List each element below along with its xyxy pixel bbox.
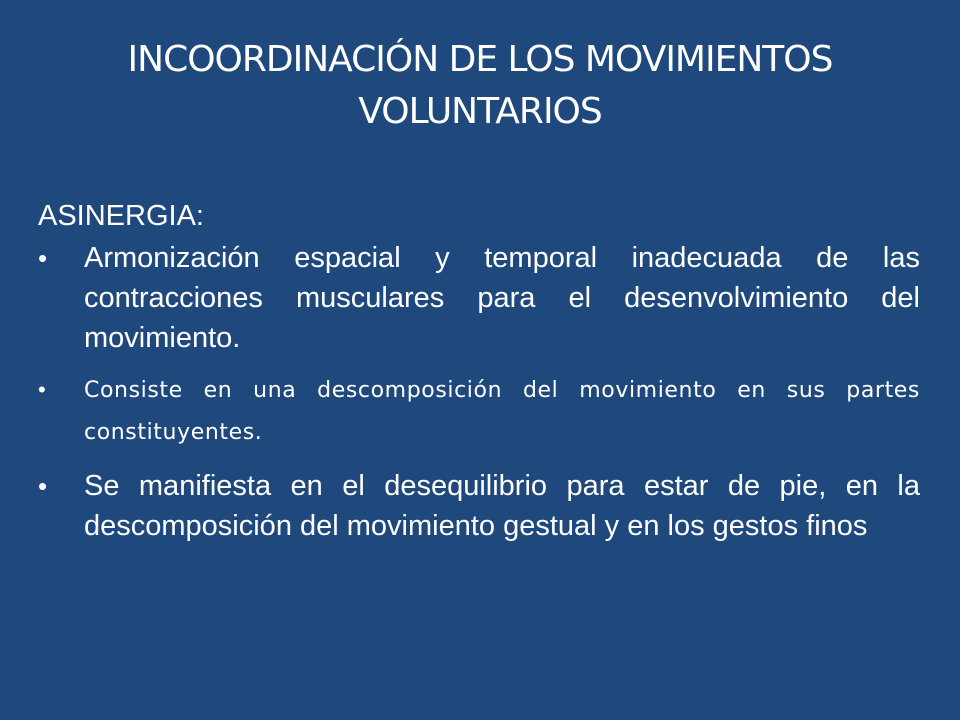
slide-body: [38, 196, 920, 558]
slide-title: [48, 34, 912, 138]
bullet-text: Armonización espacial y temporal inadecuada de las contracciones musculares para el desenvolvimiento del movimiento.: [84, 242, 920, 354]
bullet-list: [38, 238, 920, 546]
bullet-item: [38, 370, 920, 454]
bullet-text: Se manifiesta en el desequilibrio para estar de pie, en la descomposición del movimiento gestual y en los gestos finos: [84, 470, 920, 542]
bullet-item: [38, 238, 920, 358]
bullet-icon: •: [38, 471, 48, 501]
bullet-text: Consiste en una descomposición del movimiento en sus partes constituyentes.: [84, 378, 920, 445]
title-line-1: INCOORDINACIÓN DE LOS MOVIMIENTOS: [127, 39, 833, 80]
section-heading: ASINERGIA:: [38, 200, 204, 232]
bullet-icon: •: [38, 243, 48, 273]
bullet-icon: •: [38, 377, 46, 402]
bullet-item: [38, 466, 920, 546]
title-line-2: VOLUNTARIOS: [358, 91, 602, 132]
